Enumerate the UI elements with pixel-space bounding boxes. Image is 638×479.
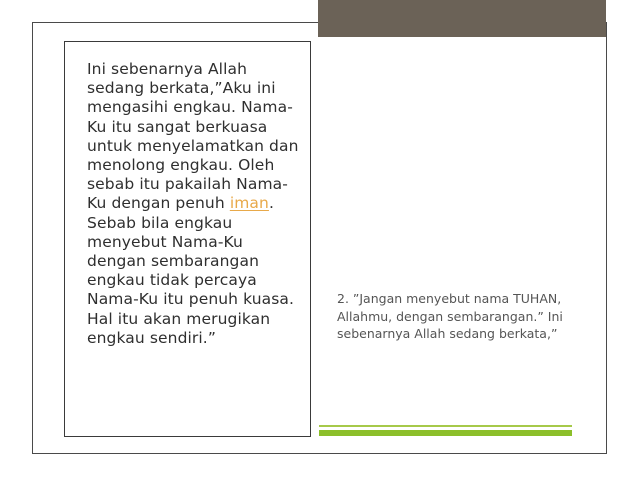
side-text-paragraph: 2. ”Jangan menyebut nama TUHAN, Allahmu, dengan sembarangan.” Ini sebenarnya Allah sedang berkata,” <box>337 291 563 341</box>
iman-link[interactable]: iman <box>229 194 269 213</box>
main-text-paragraph <box>87 60 302 348</box>
main-text-after-link: . Sebab bila engkau menyebut Nama-Ku dengan sembarangan engkau tidak percaya Nama-Ku itu penuh kuasa. Hal itu akan merugikan engkau sendiri.” <box>87 194 295 347</box>
slide-header-tab <box>318 0 606 37</box>
main-text-before-link: Ini sebenarnya Allah sedang berkata,”Aku ini mengasihi engkau. Nama-Ku itu sangat berkuasa untuk menyelamatkan dan menolong engkau. Oleh sebab itu pakailah Nama-Ku dengan penuh <box>87 60 299 213</box>
accent-line-thin <box>319 425 572 427</box>
accent-line-thick <box>319 430 572 436</box>
